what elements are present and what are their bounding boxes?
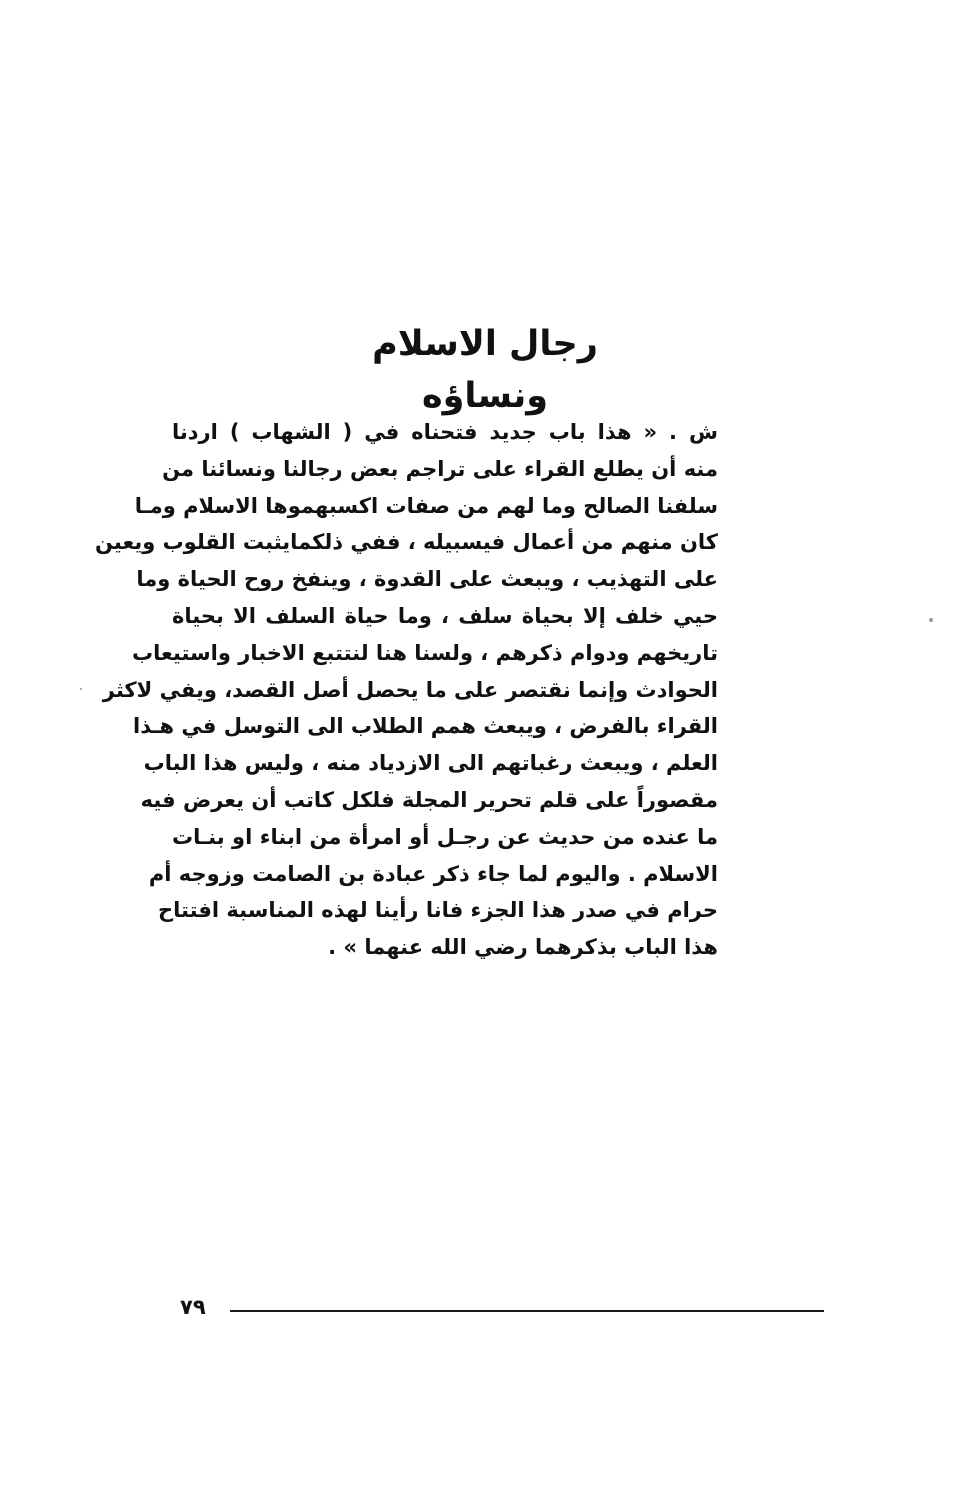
body-line: ش . « هذا باب جديد فتحناه في ( الشهاب ) اردنا: [172, 420, 718, 444]
page-number: ٧٩: [180, 1295, 206, 1319]
body-line: كان منهم من أعمال فيسبيله ، ففي ذلكمايثبت القلوب ويعين: [95, 530, 718, 555]
body-line: هذا الباب بذكرهما رضي الله عنهما » .: [328, 935, 718, 960]
body-line: الاسلام . واليوم لما جاء ذكر عبادة بن الصامت وزوجه أم: [148, 861, 718, 886]
article-body: [95, 414, 718, 966]
scan-speck: [929, 618, 933, 622]
body-line: تاريخهم ودوام ذكرهم ، ولسنا هنا لنتتبع الاخبار واستيعاب: [132, 640, 718, 665]
body-line: سلفنا الصالح وما لهم من صفات اكسبهموها الاسلام ومـا: [134, 493, 718, 518]
scan-speck: [80, 688, 82, 690]
body-line: حيي خلف إلا بحياة سلف ، وما حياة السلف الا بحياة: [172, 603, 718, 628]
page-footer: [180, 1292, 828, 1322]
body-line: الحوادث وإنما نقتصر على ما يحصل أصل القصد، ويفي لاكثر: [102, 677, 718, 702]
body-line: حرام في صدر هذا الجزء فانا رأينا لهذه المناسبة افتتاح: [157, 898, 718, 923]
body-line: منه أن يطلع القراء على تراجم بعض رجالنا ونسائنا من: [162, 456, 718, 481]
body-line: مقصوراً على قلم تحرير المجلة فلكل كاتب أن يعرض فيه: [140, 787, 718, 812]
page-title: رجال الاسلام ونساؤه: [372, 324, 598, 416]
footer-rule: [230, 1310, 824, 1312]
body-line: ما عنده من حديث عن رجـل أو امرأة من ابناء او بنـات: [172, 824, 718, 849]
body-line: العلم ، ويبعث رغباتهم الى الازدياد منه ، وليس هذا الباب: [143, 751, 718, 776]
body-line: القراء بالفرض ، ويبعث همم الطلاب الى التوسل في هـذا: [133, 714, 718, 739]
body-line: على التهذيب ، ويبعث على القدوة ، وينفخ روح الحياة وما: [136, 567, 718, 592]
